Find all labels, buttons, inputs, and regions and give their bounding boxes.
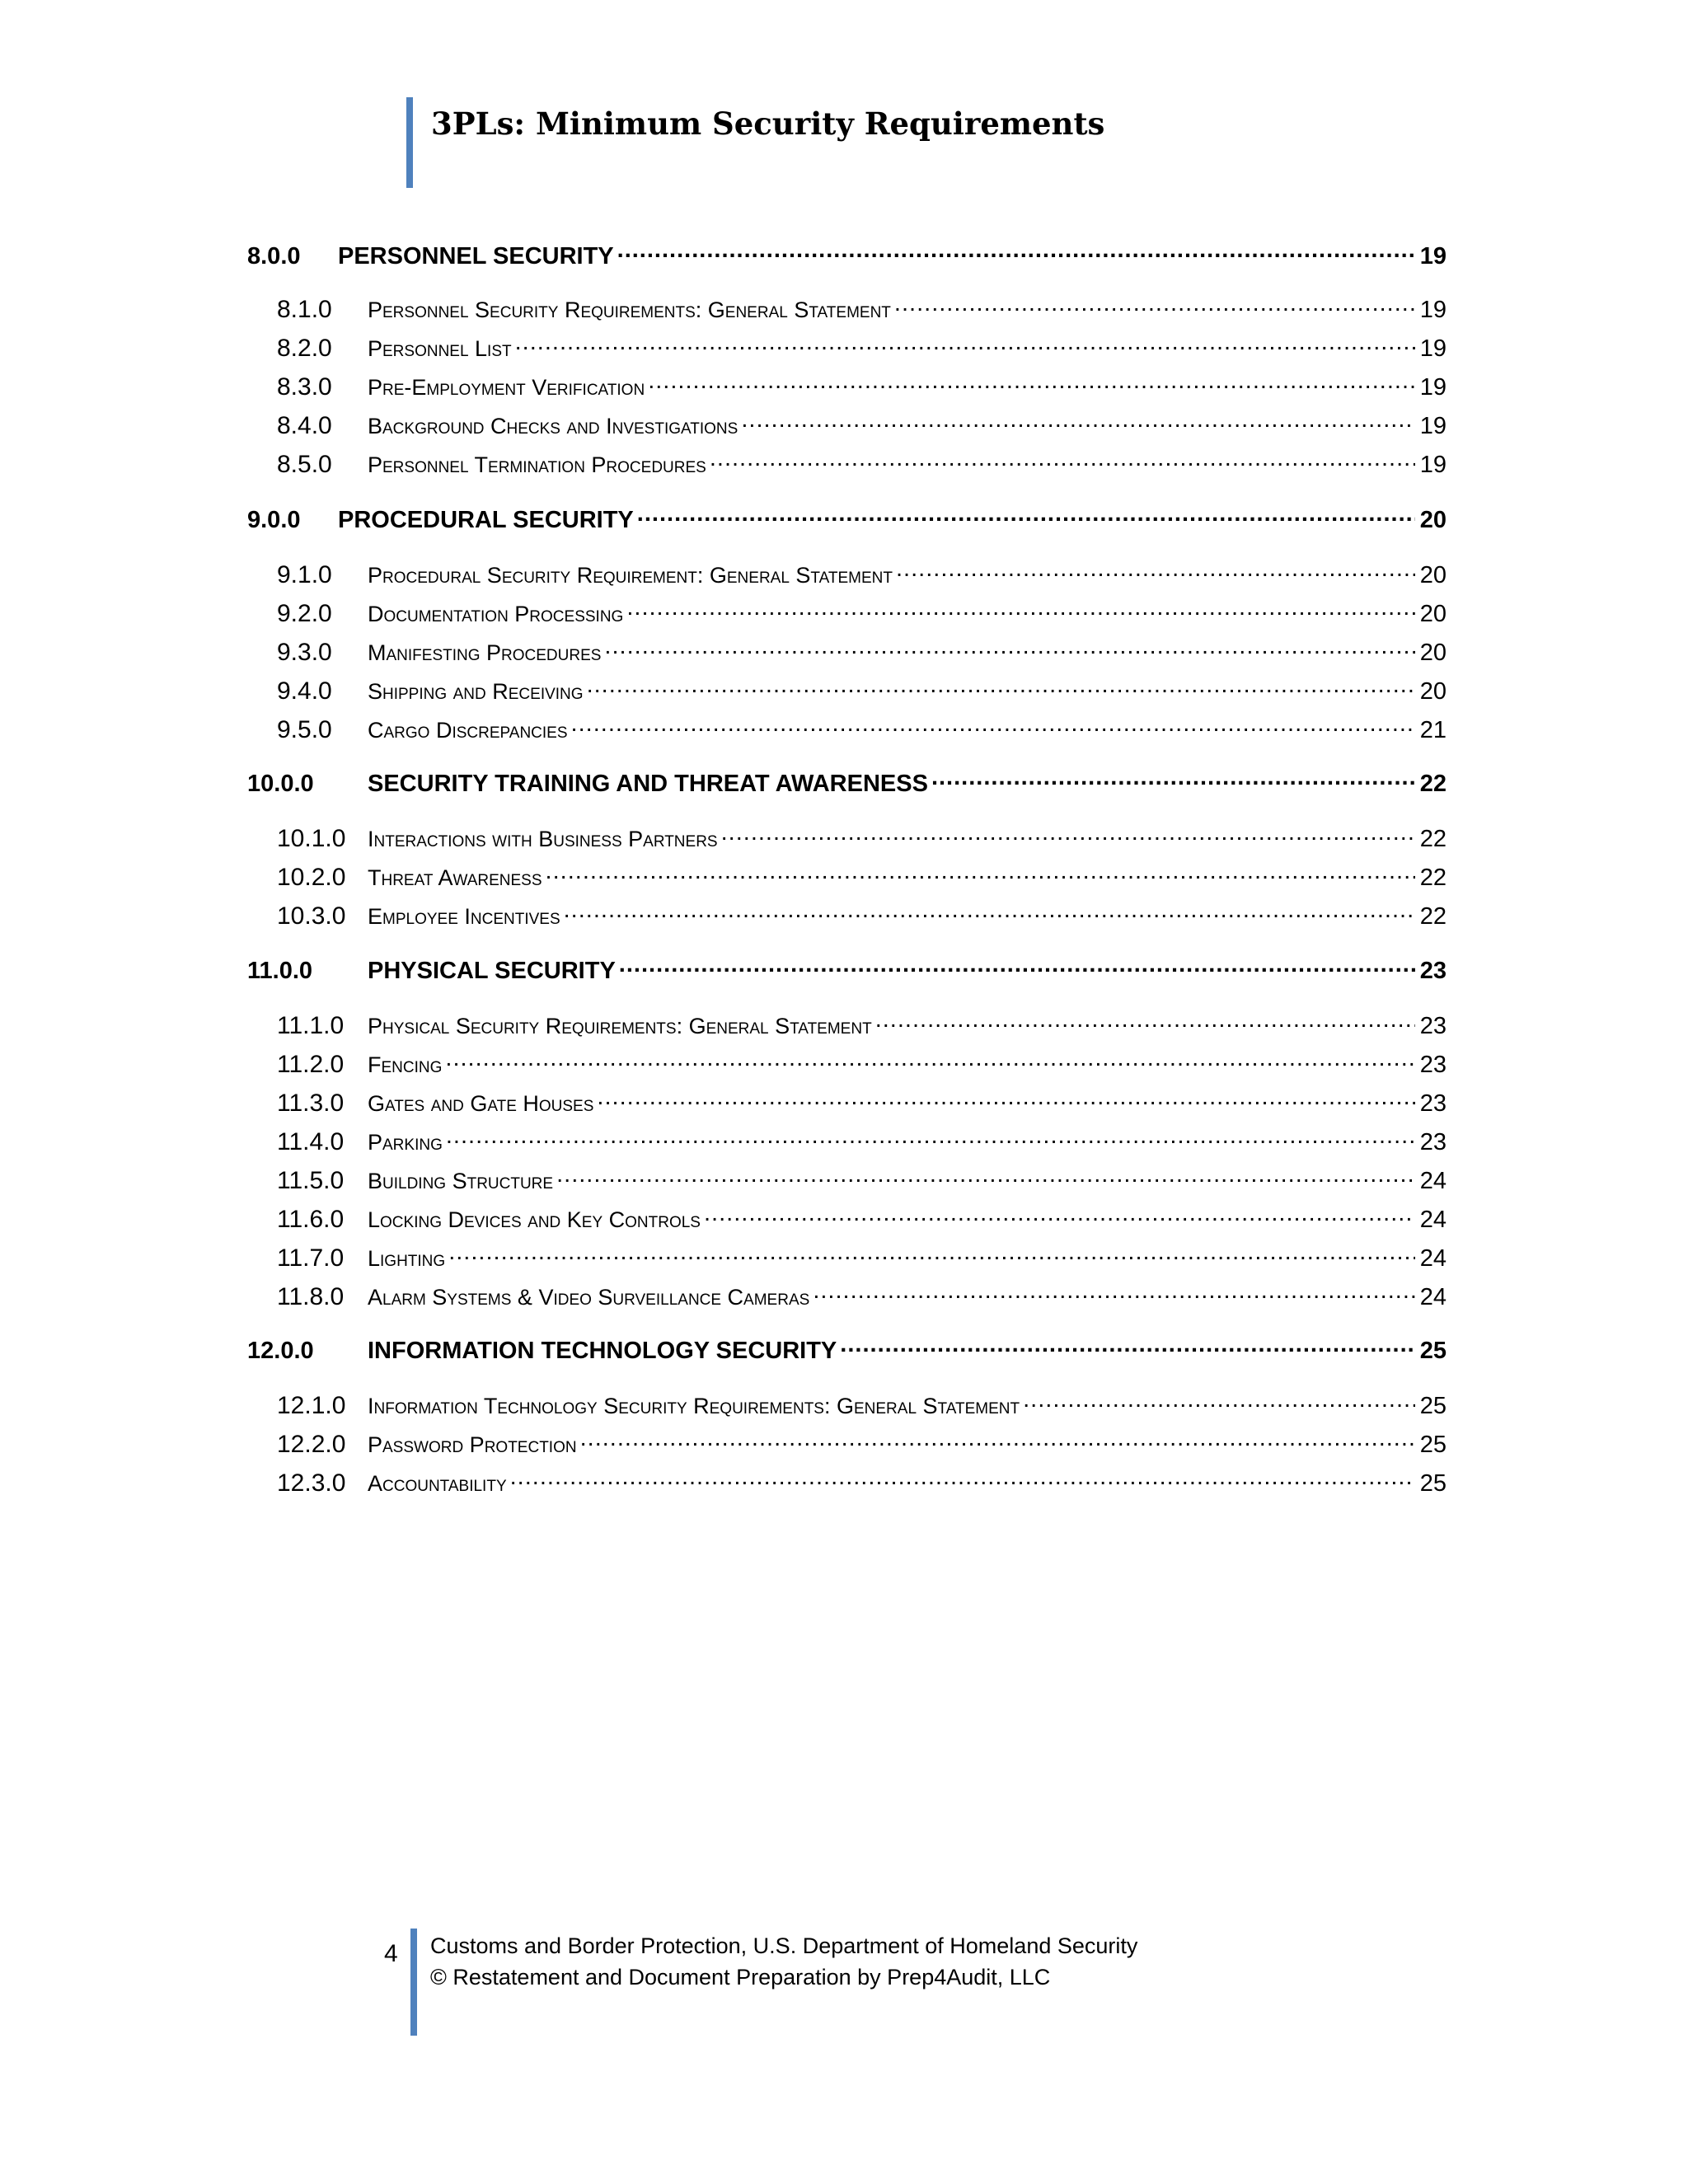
toc-subsection-entry[interactable] [247, 331, 1447, 364]
toc-page-number: 25 [1419, 1393, 1447, 1419]
toc-subsection-entry[interactable] [247, 1086, 1447, 1119]
toc-page-number: 20 [1419, 562, 1447, 588]
toc-subsection-number: 10.3.0 [277, 902, 346, 930]
toc-page-number: 23 [1419, 1052, 1447, 1078]
toc-section-number: 9.0.0 [247, 507, 301, 533]
toc-subsection-number: 8.1.0 [277, 296, 332, 323]
toc-leader-dots [515, 331, 1415, 356]
toc-subsection-entry[interactable] [247, 674, 1447, 707]
toc-subsection-title: Cargo Discrepancies [368, 718, 568, 743]
toc-page-number: 24 [1419, 1207, 1447, 1233]
toc-leader-dots [556, 1164, 1415, 1188]
toc-leader-dots [710, 448, 1415, 472]
toc-leader-dots [546, 860, 1415, 885]
toc-subsection-title: Accountability [368, 1471, 507, 1496]
toc-subsection-entry[interactable] [247, 860, 1447, 893]
toc-subsection-number: 9.4.0 [277, 677, 332, 705]
toc-section-entry[interactable] [247, 1333, 1447, 1366]
toc-subsection-entry[interactable] [247, 1427, 1447, 1460]
toc-subsection-title: Personnel Termination Procedures [368, 452, 706, 477]
toc-subsection-entry[interactable] [247, 899, 1447, 932]
toc-page-number: 19 [1419, 374, 1447, 401]
toc-page-number: 19 [1419, 413, 1447, 439]
toc-subsection-entry[interactable] [247, 370, 1447, 403]
toc-page-number: 20 [1419, 678, 1447, 705]
toc-subsection-number: 8.4.0 [277, 412, 332, 439]
toc-subsection-number: 11.2.0 [277, 1051, 345, 1078]
toc-subsection-entry[interactable] [247, 558, 1447, 591]
toc-subsection-title: Background Checks and Investigations [368, 414, 738, 438]
toc-leader-dots [510, 1466, 1415, 1491]
toc-leader-dots [637, 503, 1415, 527]
toc-subsection-number: 8.2.0 [277, 335, 332, 362]
toc-page-number: 25 [1419, 1432, 1447, 1458]
toc-subsection-title: Personnel Security Requirements: General Statement [368, 298, 891, 322]
toc-subsection-entry[interactable] [247, 1164, 1447, 1197]
toc-section-title: PERSONNEL SECURITY [338, 243, 614, 269]
toc-subsection-number: 9.5.0 [277, 716, 332, 743]
toc-leader-dots [813, 1280, 1414, 1305]
toc-page-number: 22 [1419, 826, 1447, 852]
toc-page-number: 22 [1419, 865, 1447, 891]
toc-subsection-number: 11.5.0 [277, 1167, 345, 1194]
toc-leader-dots [931, 766, 1415, 791]
toc-subsection-title: Password Protection [368, 1432, 577, 1457]
toc-subsection-title: Pre-Employment Verification [368, 375, 645, 400]
footer-copyright-line: © Restatement and Document Preparation by Prep4Audit, LLC [430, 1965, 1051, 1990]
toc-leader-dots [445, 1047, 1414, 1072]
toc-subsection-number: 12.3.0 [277, 1469, 346, 1497]
toc-subsection-entry[interactable] [247, 1202, 1447, 1235]
footer-accent-bar [410, 1929, 417, 2036]
toc-section-number: 10.0.0 [247, 771, 314, 797]
toc-subsection-title: Threat Awareness [368, 865, 542, 890]
toc-subsection-title: Building Structure [368, 1169, 554, 1193]
toc-subsection-entry[interactable] [247, 1280, 1447, 1313]
toc-leader-dots [564, 899, 1415, 924]
toc-subsection-title: Manifesting Procedures [368, 640, 602, 665]
toc-subsection-number: 11.4.0 [277, 1128, 345, 1155]
toc-leader-dots [896, 558, 1415, 583]
toc-page-number: 22 [1419, 903, 1447, 930]
toc-page-number: 21 [1419, 717, 1447, 743]
toc-leader-dots [617, 239, 1415, 264]
toc-page-number: 23 [1419, 1129, 1447, 1155]
toc-subsection-entry[interactable] [247, 597, 1447, 630]
footer-publisher-line: Customs and Border Protection, U.S. Department of Homeland Security [430, 1933, 1138, 1958]
toc-page-number: 24 [1419, 1168, 1447, 1194]
toc-subsection-number: 9.3.0 [277, 639, 332, 666]
toc-subsection-number: 11.1.0 [277, 1012, 345, 1039]
toc-subsection-number: 11.3.0 [277, 1090, 345, 1117]
toc-subsection-entry[interactable] [247, 1125, 1447, 1158]
toc-subsection-title: Shipping and Receiving [368, 679, 584, 704]
toc-leader-dots [597, 1086, 1414, 1111]
toc-subsection-number: 12.2.0 [277, 1431, 346, 1458]
toc-leader-dots [704, 1202, 1415, 1227]
toc-subsection-title: Documentation Processing [368, 602, 624, 626]
toc-page-number: 20 [1419, 640, 1447, 666]
toc-leader-dots [875, 1009, 1415, 1033]
toc-leader-dots [604, 635, 1414, 660]
toc-subsection-number: 8.3.0 [277, 373, 332, 401]
header-accent-bar [406, 97, 413, 188]
toc-section-number: 8.0.0 [247, 243, 301, 269]
toc-page-number: 20 [1419, 601, 1447, 627]
toc-subsection-entry[interactable] [247, 822, 1447, 855]
toc-subsection-number: 9.2.0 [277, 600, 332, 627]
toc-subsection-entry[interactable] [247, 409, 1447, 442]
toc-page-number: 22 [1419, 771, 1447, 797]
toc-section-title: SECURITY TRAINING AND THREAT AWARENESS [368, 771, 928, 797]
toc-page-number: 25 [1419, 1470, 1447, 1497]
toc-subsection-number: 8.5.0 [277, 451, 332, 478]
toc-section-number: 12.0.0 [247, 1338, 314, 1364]
toc-page-number: 19 [1419, 452, 1447, 478]
toc-subsection-number: 9.1.0 [277, 561, 332, 588]
toc-section-title: PROCEDURAL SECURITY [338, 507, 634, 533]
toc-page-number: 23 [1419, 1013, 1447, 1039]
toc-page-number: 23 [1419, 1090, 1447, 1117]
toc-leader-dots [580, 1427, 1415, 1452]
toc-subsection-title: Parking [368, 1130, 443, 1155]
toc-subsection-entry[interactable] [247, 1466, 1447, 1499]
toc-subsection-number: 12.1.0 [277, 1392, 346, 1419]
toc-leader-dots [894, 293, 1415, 317]
toc-subsection-title: Physical Security Requirements: General Statement [368, 1014, 872, 1038]
toc-section-entry[interactable] [247, 954, 1447, 987]
toc-subsection-title: Gates and Gate Houses [368, 1091, 594, 1116]
toc-leader-dots [1023, 1389, 1415, 1413]
toc-section-entry[interactable] [247, 503, 1447, 536]
toc-page-number: 19 [1419, 335, 1447, 362]
toc-section-entry[interactable] [247, 766, 1447, 799]
toc-subsection-entry[interactable] [247, 1241, 1447, 1274]
toc-subsection-title: Personnel List [368, 336, 512, 361]
toc-section-title: INFORMATION TECHNOLOGY SECURITY [368, 1338, 837, 1364]
toc-leader-dots [648, 370, 1415, 395]
toc-subsection-title: Fencing [368, 1052, 443, 1077]
toc-subsection-entry[interactable] [247, 1389, 1447, 1422]
footer-page-number: 4 [384, 1940, 398, 1967]
toc-page-number: 20 [1419, 507, 1447, 533]
toc-subsection-number: 11.7.0 [277, 1244, 345, 1272]
toc-leader-dots [619, 954, 1415, 978]
toc-leader-dots [446, 1125, 1415, 1150]
toc-leader-dots [741, 409, 1414, 434]
toc-subsection-entry[interactable] [247, 1047, 1447, 1080]
toc-page-number: 24 [1419, 1284, 1447, 1310]
toc-section-entry[interactable] [247, 239, 1447, 272]
toc-page-number: 19 [1419, 297, 1447, 323]
toc-leader-dots [571, 713, 1415, 738]
toc-subsection-entry[interactable] [247, 635, 1447, 668]
toc-subsection-title: Locking Devices and Key Controls [368, 1207, 701, 1232]
toc-subsection-number: 11.6.0 [277, 1206, 345, 1233]
toc-subsection-title: Lighting [368, 1246, 446, 1271]
toc-subsection-title: Alarm Systems & Video Surveillance Cameras [368, 1285, 810, 1310]
toc-subsection-title: Employee Incentives [368, 904, 560, 929]
page-footer [379, 1929, 1368, 2036]
document-title: 3PLs: Minimum Security Requirements [431, 105, 1105, 142]
toc-page-number: 25 [1419, 1338, 1447, 1364]
toc-subsection-number: 11.8.0 [277, 1283, 345, 1310]
toc-section-number: 11.0.0 [247, 958, 313, 984]
page-header [406, 97, 1313, 188]
toc-subsection-number: 10.1.0 [277, 825, 346, 852]
toc-subsection-title: Procedural Security Requirement: General Statement [368, 563, 893, 588]
toc-subsection-entry[interactable] [247, 1009, 1447, 1042]
toc-subsection-entry[interactable] [247, 713, 1447, 746]
toc-section-title: PHYSICAL SECURITY [368, 958, 616, 984]
toc-leader-dots [587, 674, 1415, 699]
toc-subsection-number: 10.2.0 [277, 864, 346, 891]
toc-subsection-entry[interactable] [247, 293, 1447, 326]
toc-subsection-entry[interactable] [247, 448, 1447, 480]
toc-page-number: 19 [1419, 243, 1447, 269]
toc-page-number: 23 [1419, 958, 1447, 984]
toc-subsection-title: Interactions with Business Partners [368, 827, 718, 851]
toc-leader-dots [448, 1241, 1415, 1266]
toc-leader-dots [840, 1333, 1414, 1358]
toc-leader-dots [721, 822, 1415, 846]
toc-page-number: 24 [1419, 1245, 1447, 1272]
toc-leader-dots [626, 597, 1414, 621]
toc-subsection-title: Information Technology Security Requirements: General Statement [368, 1394, 1020, 1418]
